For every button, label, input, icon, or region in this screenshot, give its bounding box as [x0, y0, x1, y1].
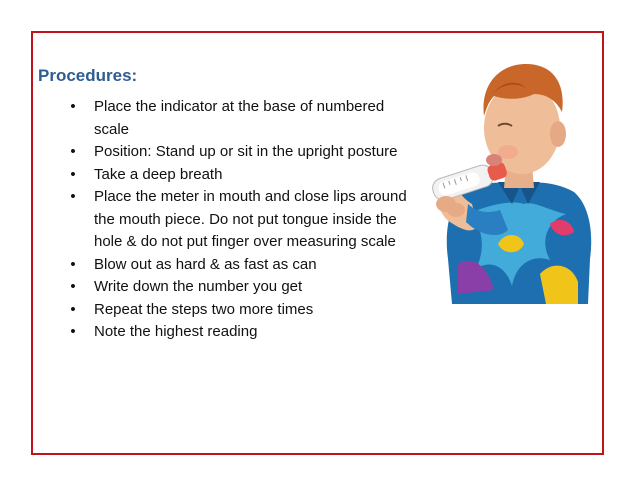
procedure-step-text: Note the highest reading [94, 323, 258, 340]
procedure-step-text: Take a deep breath [94, 165, 223, 183]
bullet-icon: • [70, 323, 76, 340]
procedure-step-text: Blow out as hard & as fast as can [94, 255, 317, 273]
bullet-icon: • [70, 300, 76, 318]
procedure-step [66, 276, 411, 299]
boy-blowing-peak-flow-meter-icon [428, 54, 594, 304]
procedure-step-text: Repeat the steps two more times [94, 300, 314, 318]
procedures-heading: Procedures: [38, 66, 138, 85]
procedure-step [66, 321, 411, 344]
procedure-step [66, 164, 411, 187]
procedure-steps-list [66, 96, 411, 344]
bullet-icon: • [70, 188, 76, 205]
procedure-step [66, 254, 411, 277]
procedure-step-text: Position: Stand up or sit in the upright posture [94, 143, 398, 160]
bullet-icon: • [70, 143, 76, 160]
bullet-icon: • [70, 255, 76, 273]
bullet-icon: • [70, 98, 76, 115]
bullet-icon: • [70, 165, 76, 183]
procedure-step [66, 141, 411, 164]
procedure-step [66, 186, 411, 254]
procedure-step-text: Place the indicator at the base of numbered scale [94, 98, 385, 138]
procedure-step-text: Write down the number you get [94, 278, 303, 295]
bullet-icon: • [70, 278, 76, 295]
procedure-step [66, 299, 411, 322]
procedure-step-text: Place the meter in mouth and close lips around the mouth piece. Do not put tongue inside the hole & do not put finger over measuring scale [94, 188, 407, 250]
procedure-step [66, 96, 411, 141]
